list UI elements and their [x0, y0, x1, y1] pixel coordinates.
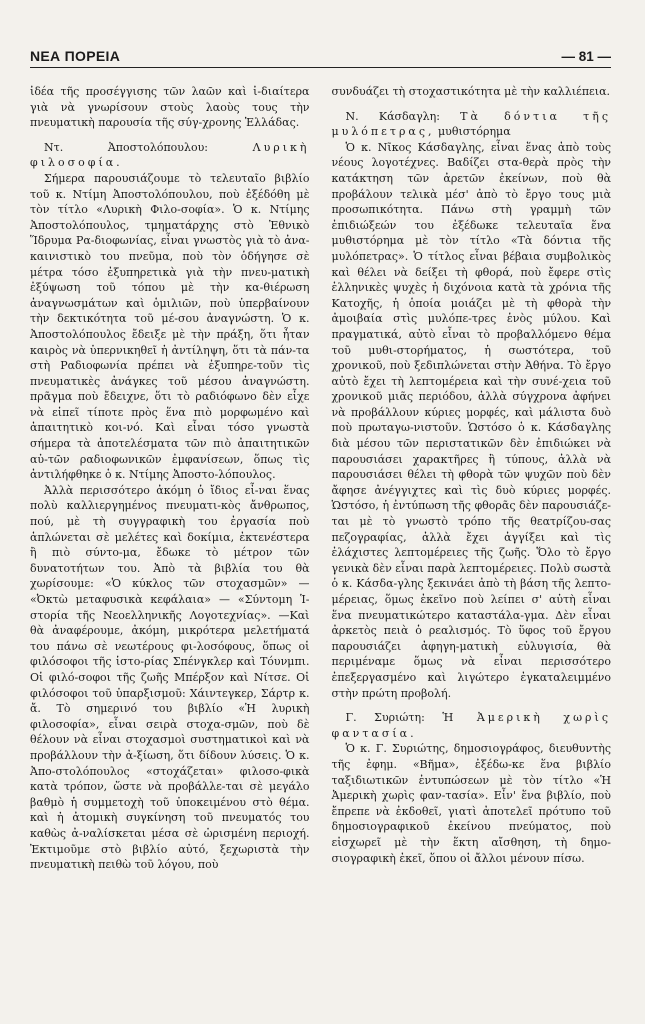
page-number: — 81 — [561, 49, 611, 64]
review-book-title: Ἡ Ἀμερικὴ χωρὶς φαντασία. [331, 711, 611, 740]
paragraph: Ἀλλὰ περισσότερο ἀκόμη ὁ ἴδιος εἶ-ναι ἕνας πολὺ καλλιεργημένος πνευματι-κὸς ἄνθρωπος, πού, μὲ τὴ συγγραφικὴ του ἐργασία ποὺ ἁπλώνεται σὲ μελέτες καὶ δοκίμια, ἐκτενέστερα ἢ πιὸ σύντο-μα, ἔδωκε τὸ μέτρον τῶν δυνατοτήτων του. Ἀπὸ τὰ βιβλία του θὰ χωρίσουμε: «Ὁ κύκλος τῶν στοχασμῶν» — «Ὀκτὼ μεταφυσικὰ κεφάλαια» — «Σύντομη Ἱ-στορία τῆς Νεοελληνικῆς Λογοτεχνίας». —Καὶ θὰ ἀναφέρουμε, ἀκόμη, μικρότερα μελετήματά του πάνω σὲ νεωτέρους φι-λοσόφους, ὅπως οἱ φιλόσοφοι τῆς ἱστο-ρίας Σπένγκλερ καὶ Τόυνμπι. Οἱ φιλό-σοφοι τῆς ζωῆς Μπέρξον καὶ Νίτσε. Οἱ φιλόσοφοι τοῦ ὑπαρξισμοῦ: Χάιντεγκερ, Σάρτρ κ. ἄ. Τὸ σημερινό του βιβλίο «Ἡ λυρικὴ φιλοσοφία», εἶναι σειρὰ στοχα-σμῶν, ποὺ δὲ θέλουν νὰ εἶναι στοχασμοὶ συστηματικοὶ καὶ νὰ προβάλλουν τὴν ἀ-ξίωση, ὅτι δίδουν λύσεις. Ὁ κ. Ἀπο-στολόπουλος «στοχάζεται» φιλοσο-φικὰ κατὰ τρόπον, ὥστε νὰ προβάλλε-ται σὲ μεγάλο βαθμὸ ἡ συμμετοχὴ τοῦ ὑποκειμένου στὸ θέμα. καὶ ἡ ἀτομικὴ συγκίνηση τοῦ πνευματός του καθὼς ἀ-ναλίσκεται μέσα σὲ ὡρισμένη περιοχή. Ἐκτιμοῦμε στὸ βιβλίο αὐτό, ξεχωριστὰ τὴν πνευματικὴ πειθὼ τοῦ λόγου, ποὺ [30, 483, 310, 872]
review-heading [30, 140, 310, 171]
paragraph: ἰδέα τῆς προσέγγισης τῶν λαῶν καὶ ἰ-διαίτερα γιὰ νὰ γνωρίσουν στοὺς λαοὺς τους τὴν πνευματικὴ παρουσία τῆς σύγ-χρονης Ἑλλάδας. [30, 85, 310, 130]
review-book-title: Τὰ δόντια τῆς μυλόπετρας, [331, 109, 612, 139]
right-column [332, 84, 612, 873]
review-author: Γ. Συριώτη: [345, 711, 425, 725]
magazine-title: ΝΕΑ ΠΟΡΕΙΑ [30, 48, 121, 64]
review-heading [332, 710, 612, 741]
paragraph: Σήμερα παρουσιάζουμε τὸ τελευταῖο βιβλίο τοῦ κ. Ντίμη Ἀποστολόπουλου, ποὺ ἐξέδόθη μὲ τὸν τίτλο «Λυρικὴ Φιλο-σοφία». Ὁ κ. Ντίμης Ἀποστολόπουλος, τμηματάρχης στὸ Ἐθνικὸ Ἵδρυμα Ρα-διοφωνίας, εἶναι γνωστὸς γιὰ τὸ ἀνα-καινιστικὸ του πνεῦμα, ποὺ τὸν ὁδήγησε σὲ μέτρα τόσο ἐξυπηρετικὰ γιὰ τὴν πνευ-ματικὴ ἐξύψωση τοῦ τόπου μὲ τὴν κα-θιέρωση ἀναγνωσμάτων καὶ ὁμιλιῶν, ποὺ ὑπερβαίνουν τὴν δεκτικότητα τοῦ μέ-σου ἀναγνώστη. Ὁ κ. Ἀποστολόπουλος ἔδειξε μὲ τὴν πράξη, ὅτι ἦταν καιρὸς νὰ ὑπερνικηθεῖ ἡ ἀντίληψη, ὅτι τὰ πάν-τα στὴ Ραδιοφωνία πρέπει νὰ ἐξυπηρε-τοῦν τὶς πνευματικὲς ἀνάγκες τοῦ μέσου ἀναγνώστη. πρᾶγμα ποὺ ἔδειχνε, ὅτι τὸ ραδιόφωνο δὲν εἶχε νὰ εἰπεῖ τίποτε πρὸς ἕνα πιὸ μορφωμένο καὶ ἀπαιτητικὸ κοι-νό. Καὶ εἶναι τόσο γνωστὰ σήμερα τὰ ἀποτελέσματα τῶν πιὸ ἀπαιτητικῶν αὐ-τῶν ραδιοφωνικῶν ἐμφανίσεων, ὅπως τὶς ἀντιλήφθηκε ὁ κ. Ντίμης Ἀποστο-λόπουλος. [30, 171, 310, 482]
review-author: Ν. Κάσδαγλη: [345, 109, 440, 123]
paragraph: Ὁ κ. Νῖκος Κάσδαγλης, εἶναι ἕνας ἀπὸ τοὺς νέους λογοτέχνες. Βαδίζει στα-θερὰ πρὸς τὴν κατάκτηση τῶν ἀρετῶν ἐκείνων, ποὺ θὰ προβάλουν τελικὰ μέσ' ἀπὸ τὸ ἔργο τους μιὰ προσωπικότητα. Πάνω στὴ γραμμὴ τῶν ἐπιδιώξεών του ἐξέδωκε τελευταῖα ἕνα μυθιστόρημα μὲ τὸν τίτλο «Τὰ δόντια τῆς μυλόπετρας». Ὁ τίτλος εἶναι βέβαια συμβολικὸς καὶ θέλει νὰ δείξει τὴ φθορά, ποὺ ἔφερε στὶς ἑλληνικὲς ψυχὲς ἡ διχόνοια κατὰ τὰ χρόνια τῆς Κατοχῆς, ἡ ὁποία μοιάζει μὲ τὴ φθορὰ τὴν ἀμοιβαία στὶς μυλόπε-τρες ἑνὸς μύλου. Καὶ πραγματικά, αὐτὸ εἶναι τὸ προβαλλόμενο θέμα τοῦ μυθι-στορήματος, ἡ σωστότερα, τοῦ χρονικοῦ, ποὺ ξεδιπλώνεται στὴν Ἀθήνα. Τὸ ἔργο αὐτὸ ἔχει τὴ λεπτομέρεια καὶ τὴν συνέ-χεια τοῦ χρονικοῦ μιᾶς περιόδου, ἀλλὰ σύγχρονα ἀφήνει νὰ προβάλλουν κύριες μορφές, καὶ μάλιστα δυὸ ποὺ πρωταγω-νιστοῦν. Ὡστόσο ὁ κ. Κάσδαγλης διὰ μέσου τῶν περιστατικῶν δὲν ἐπιδιώκει νὰ παρουσιάσει χαρακτῆρες ἢ τύπους, ἀλλὰ νὰ παρουσιάσει θέλει τὴ φθορὰ τῶν ψυχῶν ποὺ δὲν ἄφησε ἀνέγγιχτες καὶ τὶς δυὸ κύριες μορφές. Ὡστόσο, ἡ ἐντύπωση τῆς φθορᾶς δὲν παρουσιάζε-ται μὲ τὸ γνωστὸ τρόπο τῆς θεατρίζου-σας πεζογραφίας, ἀλλὰ ἔχει ἀγγίξει καὶ τὶς ἐλάχιστες λεπτομέρειες τῆς ζωῆς. Ὅλο τὸ ἔργο γενικὰ δὲν εἶναι παρὰ λεπτομέρειες. Πολὺ σωστὰ ὁ κ. Κάσδα-γλης ξεκινάει ἀπὸ τὴ βάση τῆς λεπτο-μέρειας, ὅμως ἐκεῖνο ποὺ λείπει σ' αὐτὴ εἶναι ἕνα πνευματικώτερο καταστάλα-γμα. Δὲν εἶναι ἀρκετὸς πειὰ ὁ ρεαλισμός. Τὸ ὕφος τοῦ ἔργου παρουσιάζει ἀφηγη-ματικὴ εὐλυγισία, θὰ περιμέναμε ὅμως νὰ εἶναι περισσότερο ἐπεξεργασμένο καὶ λιγώτερο ἐγκαταλειμμένο στὴν πρώτη προβολή. [331, 140, 611, 700]
review-heading [332, 109, 612, 140]
running-header [30, 48, 611, 68]
review-genre: μυθιστόρημα [438, 125, 511, 139]
paragraph: Ὁ κ. Γ. Συριώτης, δημοσιογράφος, διευθυντὴς τῆς ἐφημ. «Βῆμα», ἐξέδω-κε ἕνα βιβλίο ταξιδιωτικῶν ἐντυπώσεων μὲ τὸν τίτλο «Ἡ Ἀμερικὴ χωρὶς φαν-τασία». Εἶν' ἕνα βιβλίο, ποὺ ἔπρεπε νὰ ἐκδοθεῖ, γιατὶ ἀποτελεῖ πρότυπο τοῦ δημοσιογραφικοῦ ἐκείνου πνεύματος, ποὺ εἰσχωρεῖ μὲ τὴν ἕκτη αἴσθηση, τὴ δημο-σιογραφικὴ ἐκεῖ, ὅπου οἱ ἄλλοι μένουν πίσω. [331, 742, 611, 865]
text-columns [30, 84, 611, 873]
left-column [30, 84, 310, 873]
paragraph: συνδυάζει τὴ στοχαστικότητα μὲ τὴν καλλιέπεια. [331, 85, 610, 98]
review-book-title: Λυρικὴ φιλοσοφία. [30, 140, 310, 170]
review-author: Ντ. Ἀποστολόπουλου: [44, 140, 208, 154]
